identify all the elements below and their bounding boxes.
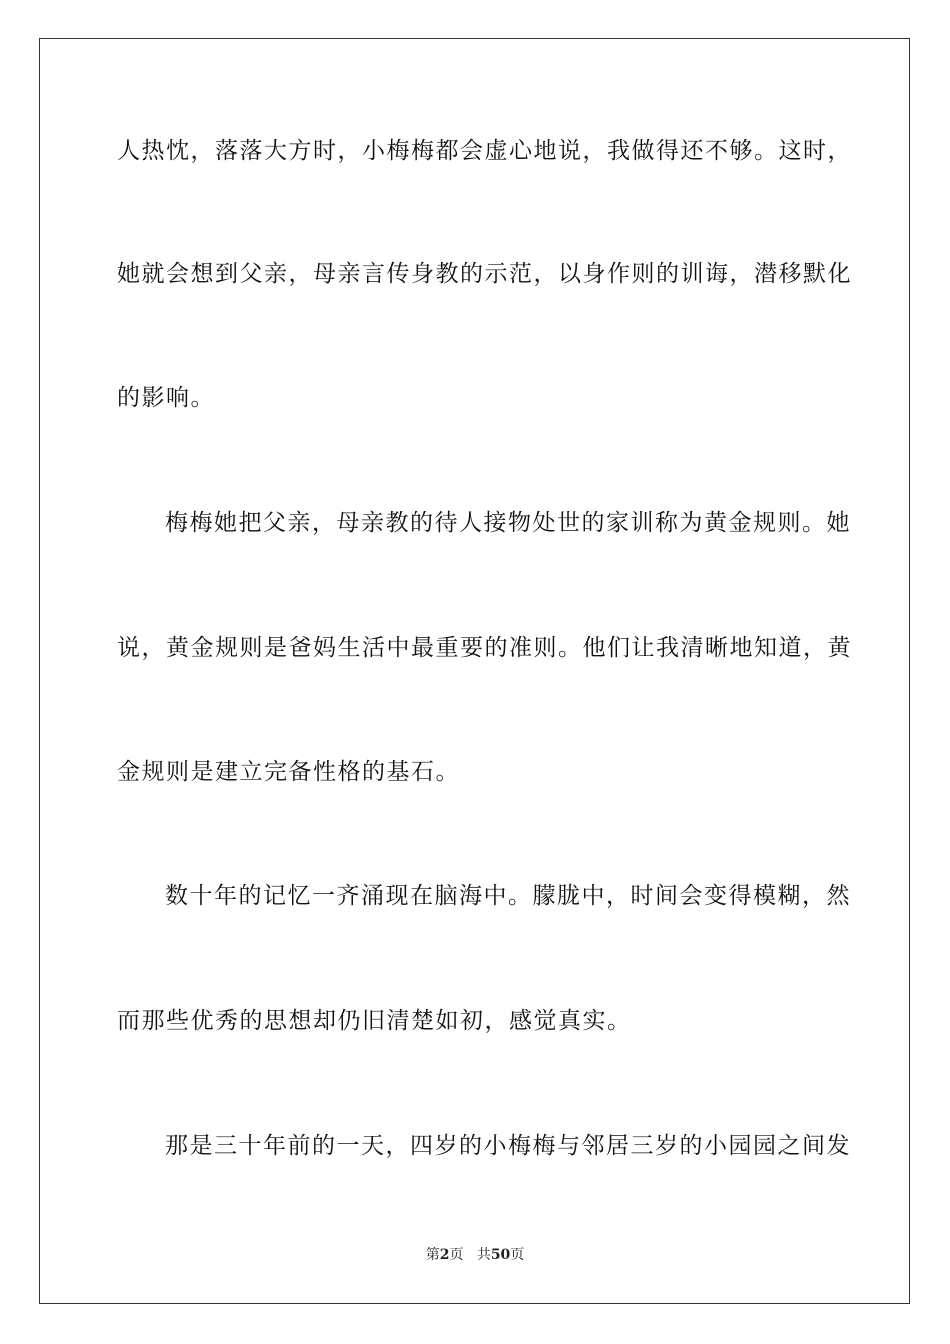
page-border (39, 38, 910, 1304)
page-number: 2 (439, 1247, 450, 1263)
page-prefix: 第 (425, 1247, 440, 1263)
page-footer (0, 1246, 950, 1264)
text-line-9: 那是三十年前的一天，四岁的小梅梅与邻居三岁的小园园之间发 (165, 1133, 851, 1159)
text-line-5: 说，黄金规则是爸妈生活中最重要的准则。他们让我清晰地知道，黄 (117, 635, 852, 661)
page-suffix: 页 (449, 1247, 464, 1263)
total-prefix: 共 (476, 1247, 491, 1263)
text-line-4: 梅梅她把父亲，母亲教的待人接物处世的家训称为黄金规则。她 (165, 510, 851, 536)
text-line-8: 而那些优秀的思想却仍旧清楚如初，感觉真实。 (117, 1008, 632, 1034)
text-line-3: 的影响。 (117, 385, 215, 411)
text-line-1: 人热忱，落落大方时，小梅梅都会虚心地说，我做得还不够。这时， (117, 138, 852, 164)
text-line-7: 数十年的记忆一齐涌现在脑海中。朦胧中，时间会变得模糊，然 (165, 883, 851, 909)
total-suffix: 页 (510, 1247, 525, 1263)
text-line-2: 她就会想到父亲，母亲言传身教的示范，以身作则的训诲，潜移默化 (117, 261, 852, 287)
text-line-6: 金规则是建立完备性格的基石。 (117, 759, 460, 785)
total-pages: 50 (490, 1247, 511, 1263)
